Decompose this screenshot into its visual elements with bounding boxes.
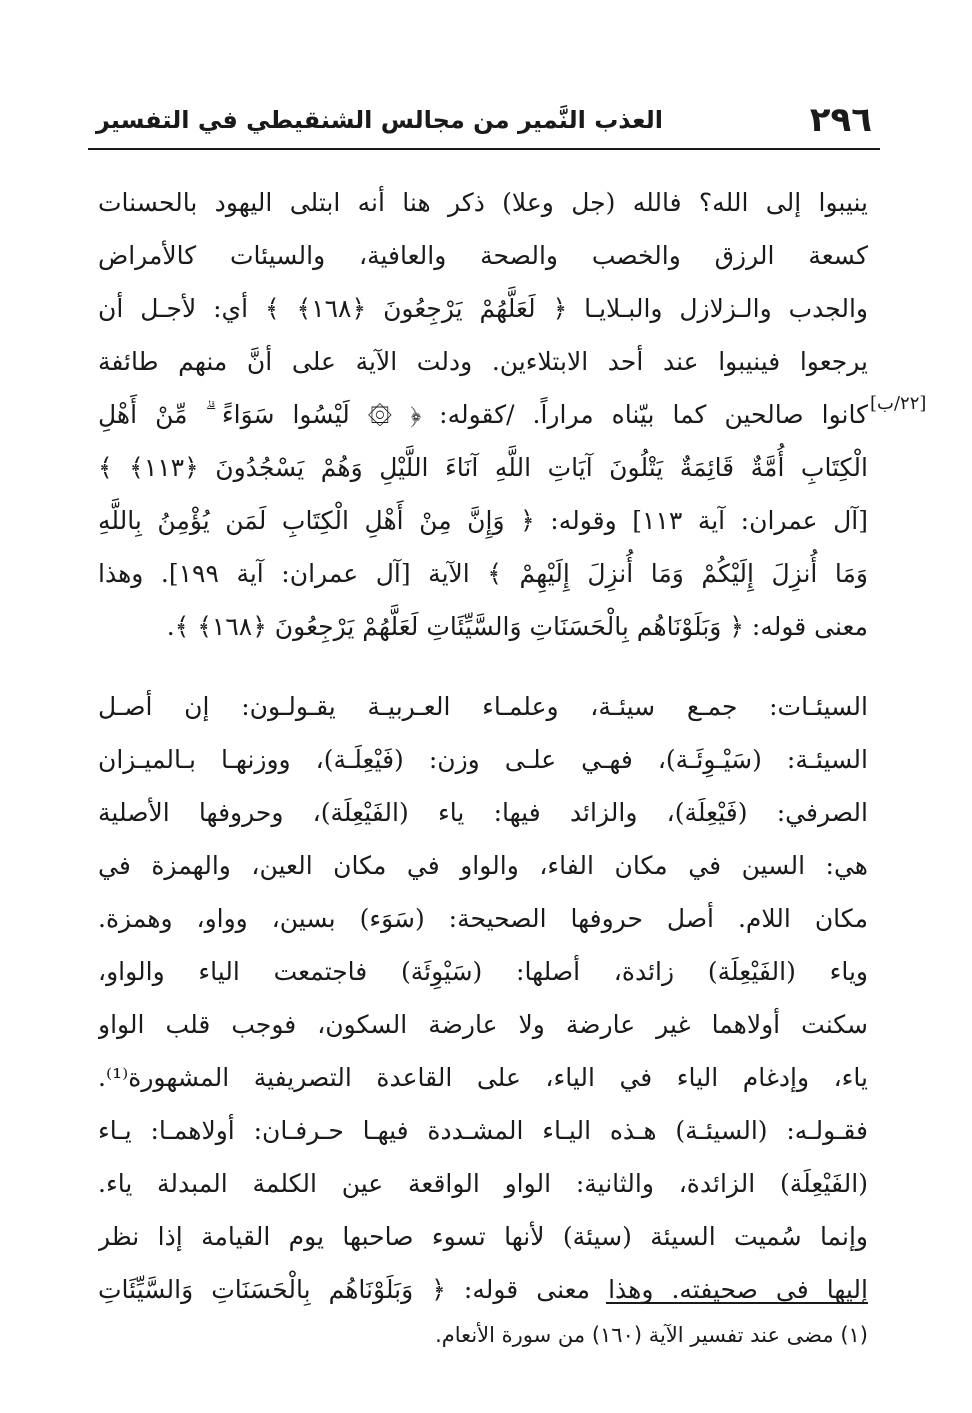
footnote: (١) مضى عند تفسير الآية (١٦٠) من سورة الأنعام. [435,1323,868,1347]
margin-note: [٢٢/ب] [870,393,927,414]
text-line: الْكِتَابِ أُمَّةٌ قَائِمَةٌ يَتْلُونَ آيَاتِ اللَّهِ آنَاءَ اللَّيْلِ وَهُمْ يَسْجُدُونَ ﴿١١٣﴾ ﴾ [98,453,868,482]
text-line: كسعة الرزق والخصب والصحة والعافية، والسيئات كالأمراض [98,241,868,270]
text-line: فقـولـه: (السيئـة) هـذه اليـاء المشـددة فيهـا حـرفـان: أولاهمـا: يـاء [98,1116,868,1145]
text-line: مكان اللام. أصل حروفها الصحيحة: (سَوَء) بسين، وواو، وهمزة. [98,904,868,933]
text-line: يرجعوا فينيبوا عند أحد الابتلاءين. ودلت الآية على أنَّ منهم طائفة [98,347,868,376]
text-line: هي: السين في مكان الفاء، والواو في مكان العين، والهمزة في [98,851,868,880]
paragraph-2 [98,680,868,1316]
text-line: الصرفي: (فَيْعِلَة)، والزائد فيها: ياء (الفَيْعِلَة)، وحروفها الأصلية [98,798,868,827]
text-line: وإنما سُميت السيئة (سيئة) لأنها تسوء صاحبها يوم القيامة إذا نظر [98,1222,868,1251]
text-line: والجدب والـزلازل والبـلايـا ﴿ لَعَلَّهُمْ يَرْجِعُونَ ﴿١٦٨﴾ ﴾ أي: لأجـل أن [98,294,868,323]
running-title: العذب النَّمير من مجالس الشنقيطي في التفسير [96,106,663,134]
text-line: ينيبوا إلى الله؟ فالله (جل وعلا) ذكر هنا أنه ابتلى اليهود بالحسنات [98,188,868,217]
paragraph-1 [98,176,868,653]
text-line: معنى قوله: ﴿ وَبَلَوْنَاهُم بِالْحَسَنَاتِ وَالسَّيِّئَاتِ لَعَلَّهُمْ يَرْجِعُونَ ﴿١٦٨﴾ ﴾. [166,612,868,641]
text-line: سكنت أولاهما غير عارضة ولا عارضة السكون، فوجب قلب الواو [98,1010,868,1039]
text-line: (الفَيْعِلَة) الزائدة، والثانية: الواو الواقعة عين الكلمة المبدلة ياء. [98,1169,868,1198]
text-line: وياء (الفَيْعِلَة) زائدة، أصلها: (سَيْوِئَة) فاجتمعت الياء والواو، [98,957,868,986]
text-line: ياء، وإدغام الياء في الياء، على القاعدة التصريفية المشهورة⁽¹⁾. [98,1063,868,1092]
text-line: [آل عمران: آية ١١٣] وقوله: ﴿ وَإِنَّ مِنْ أَهْلِ الْكِتَابِ لَمَن يُؤْمِنُ بِاللَّهِ [98,506,868,535]
page-number: ٢٩٦ [809,100,872,140]
text-line: إليها في صحيفته. وهذا معنى قوله: ﴿ وَبَلَوْنَاهُم بِالْحَسَنَاتِ وَالسَّيِّئَاتِ [98,1275,868,1304]
text-line: وَمَا أُنزِلَ إِلَيْكُمْ وَمَا أُنزِلَ إِلَيْهِمْ ﴾ الآية [آل عمران: آية ١٩٩]. وهذا [98,559,868,588]
text-line: السيئـة: (سَيْـوِئَـة)، فهـي علـى وزن: (فَيْعِلَـة)، ووزنهـا بـالميـزان [98,745,868,774]
text-line: السيئـات: جمـع سيئـة، وعلمـاء العـربيـة يقـولـون: إن أصـل [98,692,868,721]
footnote-divider [606,1302,868,1304]
running-header [88,96,880,150]
text-line: كانوا صالحين كما بيّناه مراراً. /كقوله: ﴿ ۞ لَيْسُوا سَوَاءً ۗ مِّنْ أَهْلِ [98,400,868,429]
